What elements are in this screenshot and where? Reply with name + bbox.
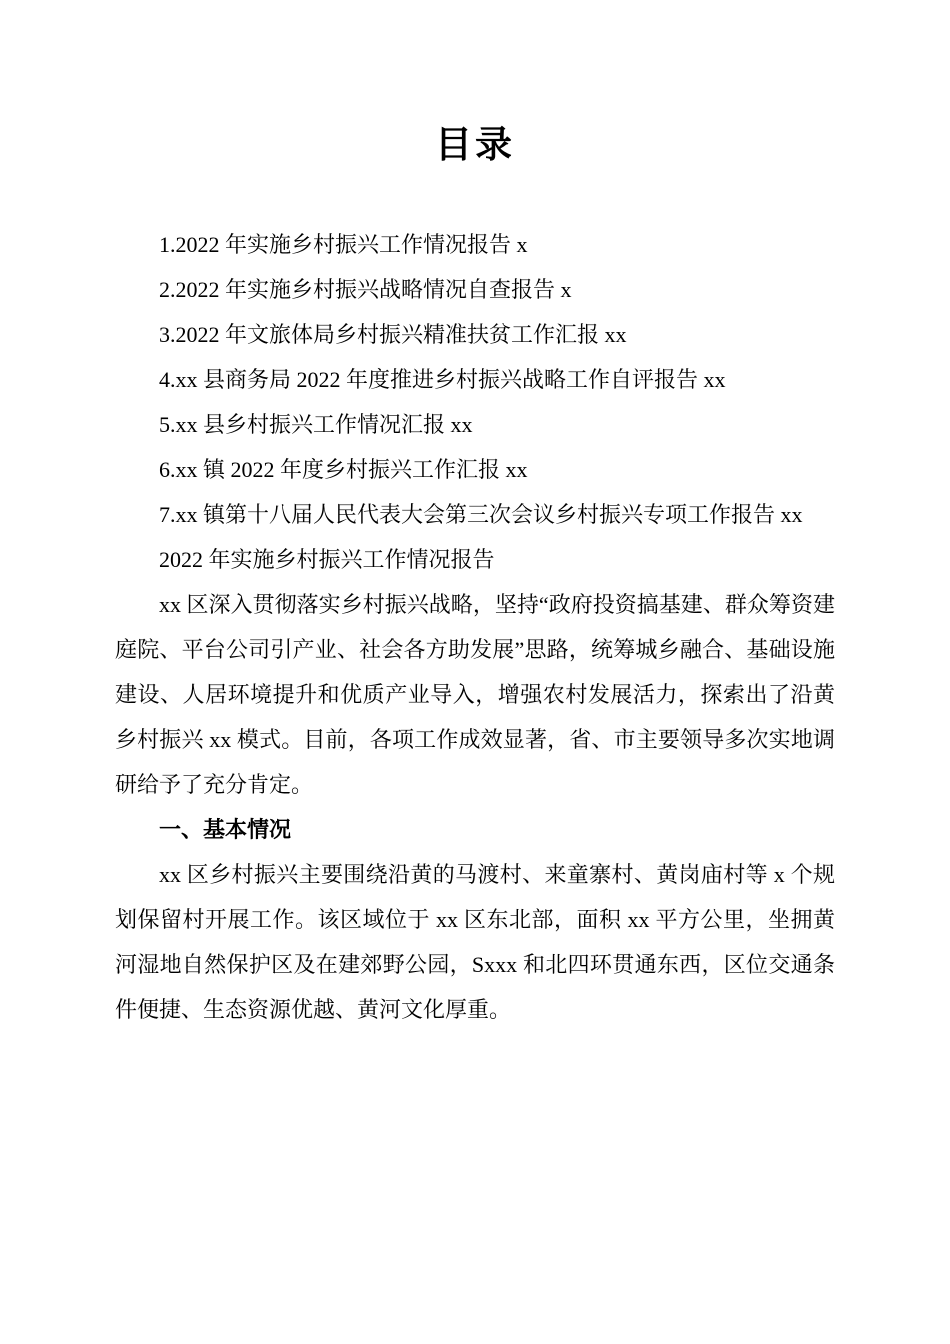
toc-title: 目录: [435, 125, 515, 166]
section-1-paragraph: xx 区乡村振兴主要围绕沿黄的马渡村、来童寨村、黄岗庙村等 x 个规划保留村开展工作。该区域位于 xx 区东北部，面积 xx 平方公里，坐拥黄河湿地自然保护区及在建郊野公园，Sxxx 和北四环贯通东西，区位交通条件便捷、生态资源优越、黄河文化厚重。: [115, 862, 835, 1022]
toc-item: 7.xx 镇第十八届人民代表大会第三次会议乡村振兴专项工作报告 xx: [159, 502, 803, 527]
toc-item: 5.xx 县乡村振兴工作情况汇报 xx: [159, 412, 473, 437]
toc-item: 1.2022 年实施乡村振兴工作情况报告 x: [159, 232, 528, 257]
toc-item: 3.2022 年文旅体局乡村振兴精准扶贫工作汇报 xx: [159, 322, 627, 347]
report-title: 2022 年实施乡村振兴工作情况报告: [159, 547, 495, 572]
toc-item: 6.xx 镇 2022 年度乡村振兴工作汇报 xx: [159, 457, 528, 482]
section-1-heading: 一、基本情况: [159, 817, 292, 842]
toc-list: [115, 222, 835, 537]
toc-item: 2.2022 年实施乡村振兴战略情况自查报告 x: [159, 277, 572, 302]
report-intro-paragraph: xx 区深入贯彻落实乡村振兴战略，坚持“政府投资搞基建、群众筹资建庭院、平台公司引产业、社会各方助发展”思路，统筹城乡融合、基础设施建设、人居环境提升和优质产业导入，增强农村发展活力，探索出了沿黄乡村振兴 xx 模式。目前，各项工作成效显著，省、市主要领导多次实地调研给予了充分肯定。: [115, 592, 835, 797]
toc-item: 4.xx 县商务局 2022 年度推进乡村振兴战略工作自评报告 xx: [159, 367, 726, 392]
